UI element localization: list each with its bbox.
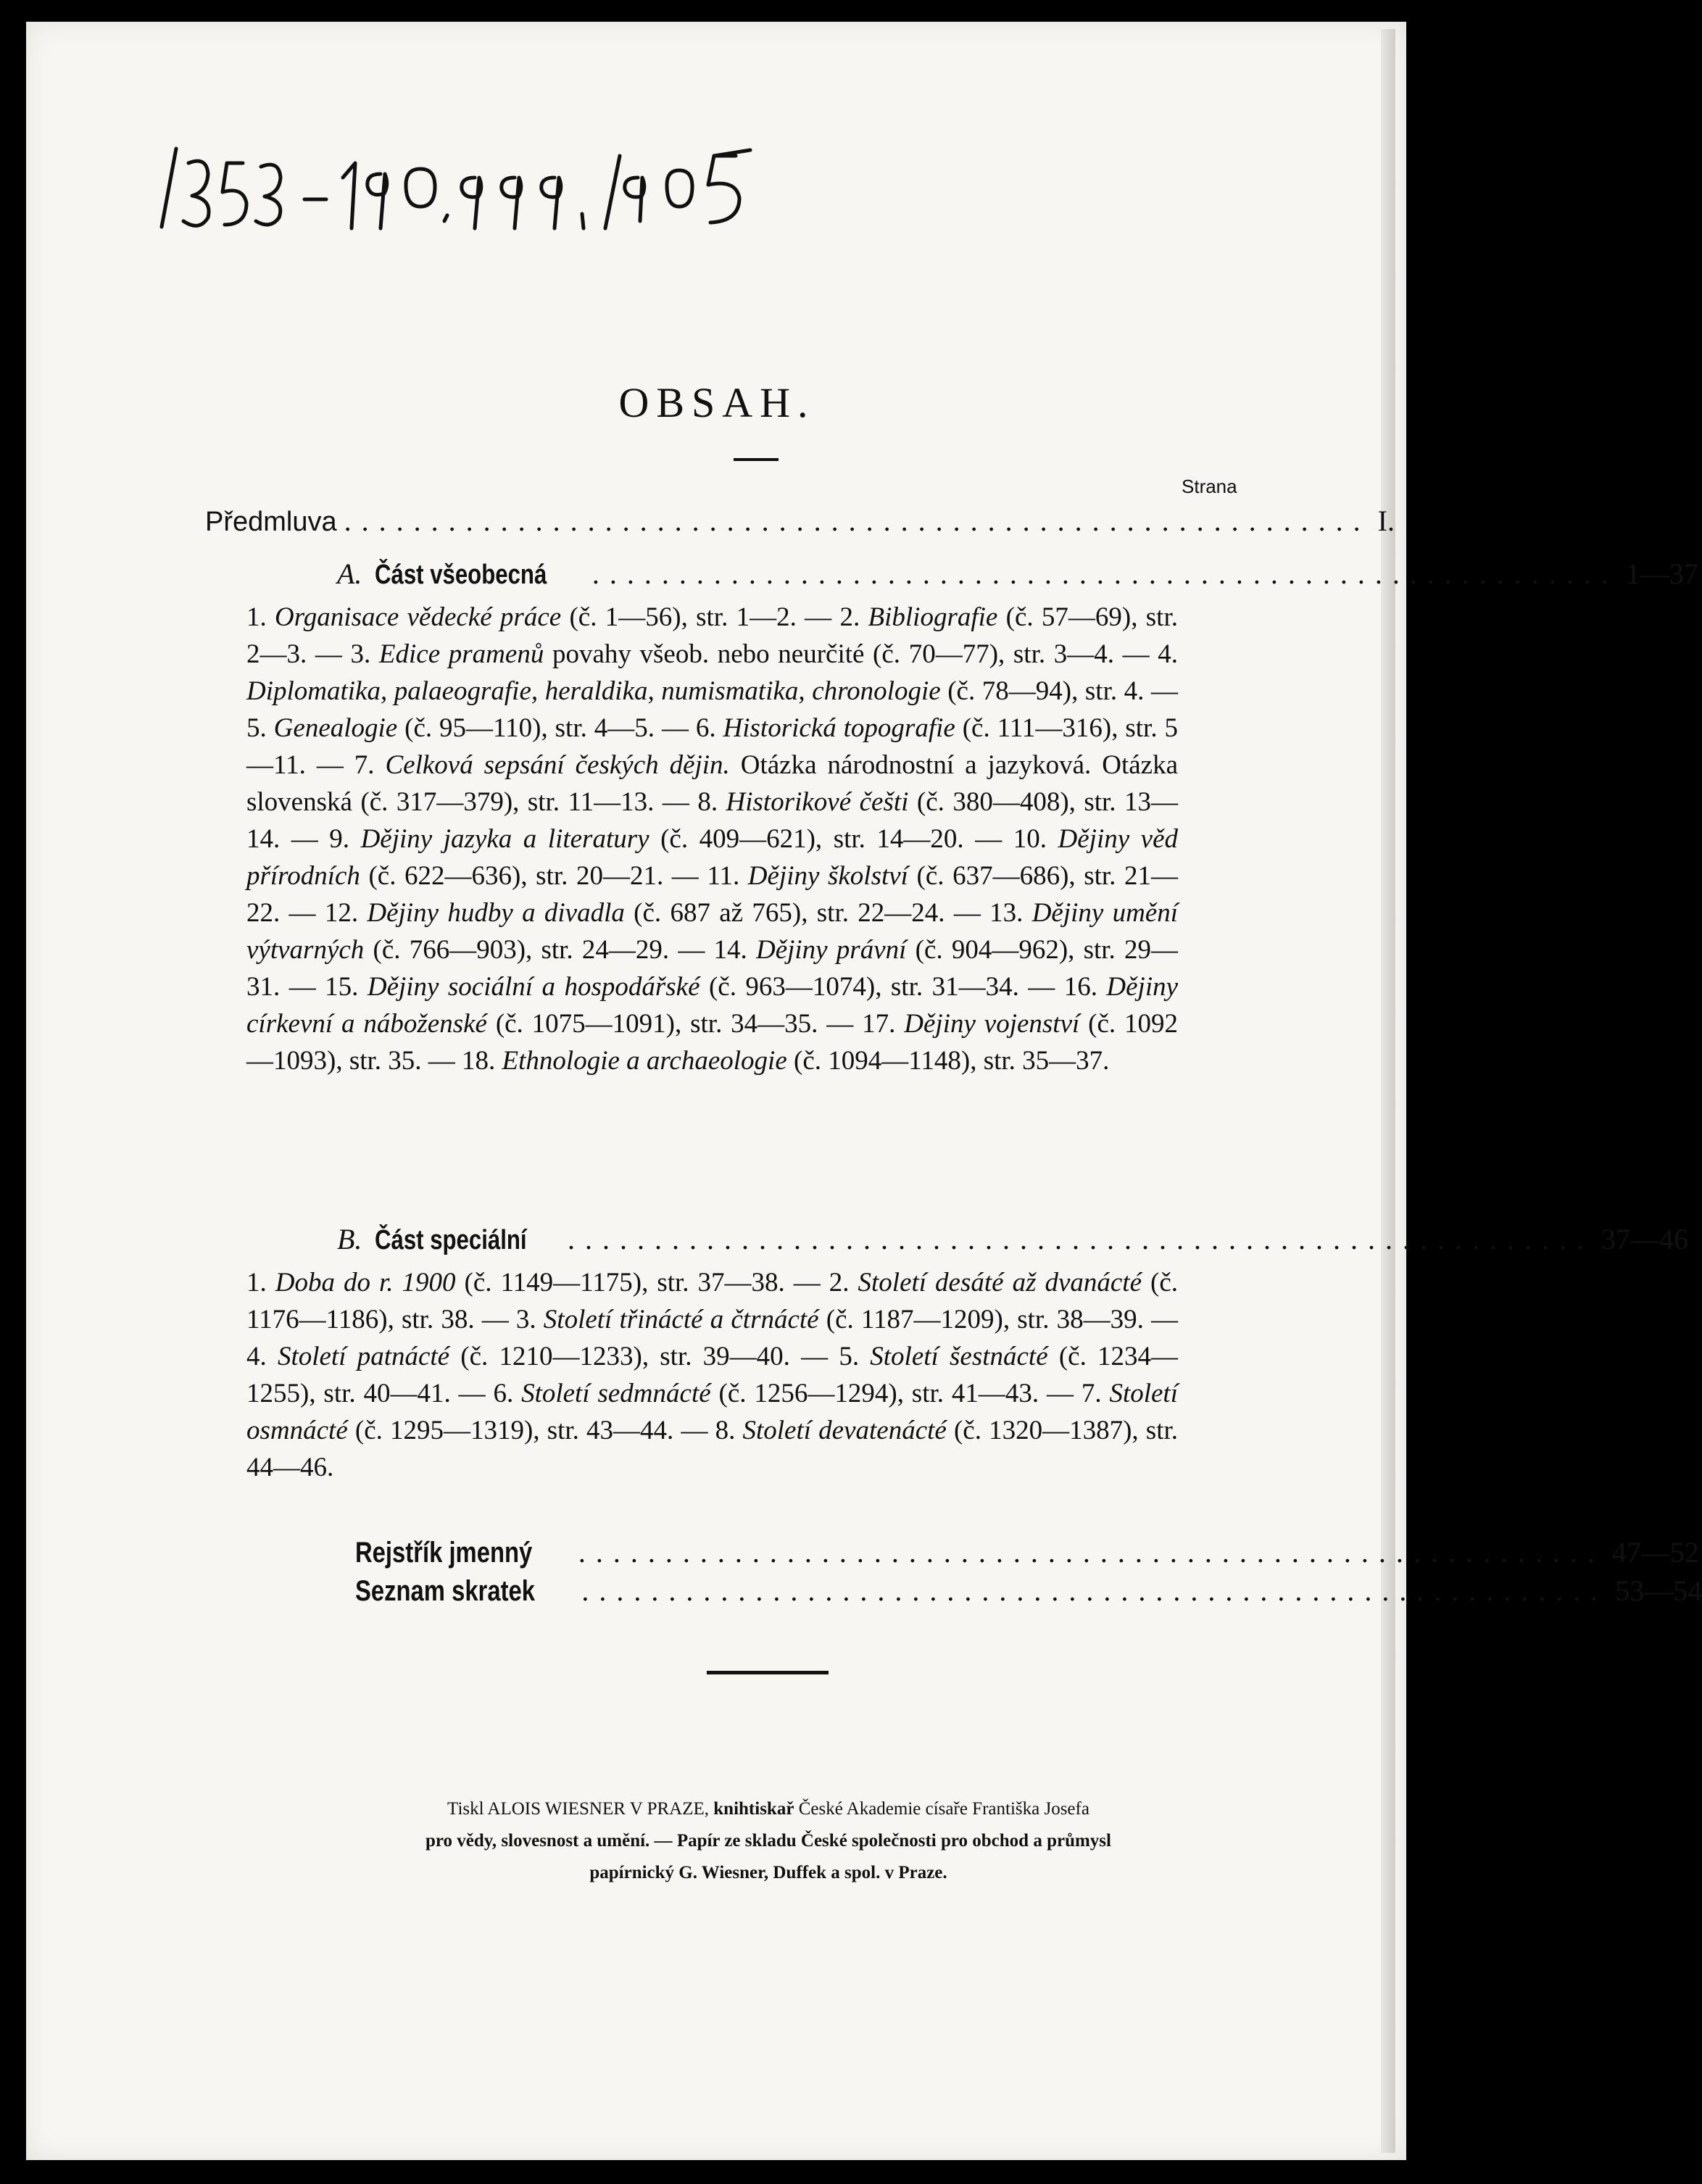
toc-page: 47—52 [1611, 1536, 1699, 1569]
subentry-reference: (č. 963—1074), str. 31—34. — [700, 972, 1064, 1002]
subentry-title: Století šestnácté [870, 1342, 1048, 1371]
toc-subentry[interactable] [246, 713, 696, 743]
subentry-reference: (č. 637—686), str. 21—22. — [246, 861, 1178, 928]
subentry-number: 13. [989, 898, 1032, 928]
subentry-reference: (č. 1295—1319), str. 43—44. — [347, 1416, 715, 1445]
subentry-number: 12. [324, 898, 368, 928]
subentry-reference: (č. 1320—1387), str. 44—46. [246, 1416, 1179, 1482]
subentry-number: 6. [695, 713, 723, 743]
toc-subentry[interactable] [516, 1305, 1178, 1334]
subentry-number: 7. [1081, 1379, 1110, 1408]
subentry-title: Dějiny vojenství [904, 1009, 1080, 1039]
subentry-title: Diplomatika, palaeografie, heraldika, numismatika, chronologie [246, 676, 941, 706]
imprint-academy-cont: pro vědy, slovesnost a umění. — [426, 1831, 673, 1851]
subentry-title: Století sedmnácté [521, 1379, 711, 1408]
subentry-number: 1. [246, 1268, 275, 1297]
subentry-title: Dějiny umění výtvarných [246, 898, 1179, 965]
subentry-title: Dějiny hudby a divadla [367, 898, 625, 928]
subentry-reference: (č. 766—903), str. 24—29. — [364, 935, 714, 965]
subentry-title: Století patnácté [277, 1342, 450, 1371]
subentry-reference: (č. 1234—1255), str. 40—41. — [246, 1342, 1179, 1408]
toc-label: Rejstřík jmenný [355, 1537, 533, 1569]
section-b-contents [246, 1264, 1178, 1486]
imprint-line-1 [319, 1793, 1218, 1825]
toc-page: 1—37 [1625, 557, 1698, 590]
subentry-reference: (č. 409—621), str. 14—20. — [649, 824, 1013, 854]
section-a-contents [246, 599, 1178, 1079]
subentry-title: Století osmnácté [246, 1379, 1178, 1445]
subentry-number: 16. [1063, 972, 1107, 1002]
subentry-reference: (č. 1256—1294), str. 41—43. — [710, 1379, 1082, 1408]
subentry-number: 2. [829, 1268, 858, 1297]
subentry-reference: (č. 1176—1186), str. 38. — [246, 1268, 1179, 1334]
toc-label: Část všeobecná [375, 560, 547, 590]
handwritten-call-number [156, 134, 808, 236]
subentry-title: Doba do r. 1900 [275, 1268, 456, 1297]
subentry-title: Století třinácté a čtrnácté [543, 1305, 819, 1334]
subentry-number: 3. [515, 1305, 544, 1334]
subentry-number: 6. [493, 1379, 522, 1408]
subentry-reference: (č. 1092—1093), str. 35. — [246, 1009, 1179, 1076]
leader-dots: ........................................................... [568, 1223, 1594, 1255]
imprint-printer: Tiskl ALOIS WIESNER V PRAZE, [447, 1799, 710, 1819]
toc-entry-predmluva[interactable] [205, 504, 1395, 547]
toc-entry-section-a[interactable] [337, 557, 1698, 600]
subentry-title: Dějiny věd přírodních [246, 824, 1179, 891]
toc-subentry[interactable] [325, 898, 989, 928]
subentry-number: 14. [713, 935, 756, 965]
subentry-title: Století devatenácté [742, 1416, 947, 1445]
toc-page: I. [1377, 505, 1395, 537]
subentry-number: 10. [1013, 824, 1058, 854]
subentry-reference: (č. 1—56), str. 1—2. — [561, 602, 840, 632]
toc-entry-seznam[interactable] [355, 1574, 1702, 1617]
page-column-label: Strana [1182, 476, 1237, 497]
subentry-reference: (č. 622—636), str. 20—21. — [360, 861, 707, 891]
leader-dots: ........................................................... [581, 1574, 1608, 1607]
toc-subentry[interactable] [462, 1046, 1109, 1076]
toc-entry-rejstrik[interactable] [355, 1535, 1699, 1579]
subentry-title: Celková sepsání českých dějin. [385, 750, 730, 780]
imprint-role: knihtiskař [713, 1799, 794, 1819]
subentry-number: 18. [462, 1046, 502, 1076]
subentry-title: Bibliografie [868, 602, 998, 632]
subentry-title: Genealogie [273, 713, 398, 743]
subentry-title: Historikové češti [726, 787, 909, 817]
subentry-title: Století desáté až dvanácté [858, 1268, 1142, 1297]
subentry-reference: (č. 111—316), str. 5—11. — [246, 713, 1178, 780]
handwritten-call-number-drawing [156, 134, 808, 236]
toc-subentry[interactable] [246, 1268, 829, 1297]
subentry-number: 4. [246, 1342, 278, 1371]
subentry-number: 5. [839, 1342, 871, 1371]
subentry-number: 4. [1158, 639, 1179, 669]
toc-subentry[interactable] [246, 1342, 839, 1371]
toc-label: Část speciální [375, 1225, 527, 1255]
subentry-title: Edice pramenů [378, 639, 544, 669]
toc-subentry[interactable] [329, 824, 1013, 854]
subentry-number: 7. [354, 750, 386, 780]
page-edge [1381, 29, 1395, 2153]
toc-subentry[interactable] [246, 602, 839, 632]
toc-label: Seznam skratek [355, 1575, 535, 1607]
toc-page: 53—54 [1615, 1574, 1702, 1607]
subentry-reference: (č. 1210—1233), str. 39—40. — [449, 1342, 839, 1371]
subentry-title: Organisace vědecké práce [275, 602, 562, 632]
subentry-reference: (č. 1187—1209), str. 38—39. — [818, 1305, 1179, 1334]
subentry-reference: (č. 904—962), str. 29—31. — [246, 935, 1178, 1002]
subentry-number: 9. [329, 824, 361, 854]
imprint-academy: České Akademie císaře Františka Josefa [798, 1799, 1089, 1819]
title-rule [734, 458, 779, 461]
section-letter: A. [337, 557, 362, 590]
subentry-reference: (č. 687 až 765), str. 22—24. — [624, 898, 990, 928]
toc-label: Předmluva [205, 507, 337, 537]
subentry-title: Dějiny školství [747, 861, 908, 891]
subentry-reference: (č. 1075—1091), str. 34—35. — [486, 1009, 863, 1039]
subentry-title: Dějiny jazyka a literatury [360, 824, 649, 854]
leader-dots: ........................................................... [578, 1536, 1605, 1569]
subentry-reference: povahy všeob. nebo neurčité (č. 70—77), str. 3—4. — [544, 639, 1158, 669]
leader-dots: ........................................................... [591, 557, 1619, 590]
imprint-paper-cont: papírnický G. Wiesner, Duffek a spol. v Praze. [589, 1863, 947, 1882]
printer-imprint [319, 1793, 1218, 1889]
subentry-title: Dějiny právní [755, 935, 907, 965]
subentry-title: Dějiny církevní a náboženské [246, 972, 1179, 1039]
subentry-number: 8. [715, 1416, 743, 1445]
toc-page: 37—46 [1601, 1223, 1688, 1255]
imprint-line-3 [319, 1857, 1218, 1889]
page-title: OBSAH. [618, 379, 815, 426]
subentry-title: Dějiny sociální a hospodářské [367, 972, 700, 1002]
subentry-number: 8. [697, 787, 726, 817]
imprint-line-2 [319, 1825, 1218, 1857]
section-letter: B. [337, 1223, 362, 1255]
toc-subentry[interactable] [493, 1379, 1081, 1408]
subentry-title: Historická topografie [723, 713, 955, 743]
closing-rule [707, 1671, 829, 1674]
subentry-number: 5. [246, 713, 274, 743]
toc-subentry[interactable] [351, 639, 1158, 669]
subentry-number: 11. [707, 861, 748, 891]
subentry-number: 1. [246, 602, 275, 632]
subentry-reference: (č. 1149—1175), str. 37—38. — [455, 1268, 829, 1297]
subentry-reference: (č. 380—408), str. 13—14. — [246, 787, 1179, 854]
subentry-number: 3. [350, 639, 379, 669]
toc-subentry[interactable] [325, 972, 1064, 1002]
leader-dots: ........................................................... [344, 505, 1371, 537]
subentry-reference: (č. 78—94), str. 4. — [940, 676, 1178, 706]
subentry-reference: (č. 57—69), str. 2—3. — [246, 602, 1178, 669]
subentry-title: Ethnologie a archaeologie [502, 1046, 787, 1076]
subentry-reference: (č. 1094—1148), str. 35—37. [786, 1046, 1110, 1076]
subentry-number: 15. [325, 972, 368, 1002]
subentry-number: 17. [862, 1009, 905, 1039]
subentry-reference: (č. 95—110), str. 4—5. — [397, 713, 696, 743]
imprint-paper: Papír ze skladu České společnosti pro obchod a průmysl [676, 1831, 1111, 1851]
toc-entry-section-b[interactable] [337, 1222, 1688, 1266]
subentry-number: 2. [839, 602, 868, 632]
subentry-reference: Otázka národnostní a jazyková. Otázka slovenská (č. 317—379), str. 11—13. — [246, 750, 1178, 817]
